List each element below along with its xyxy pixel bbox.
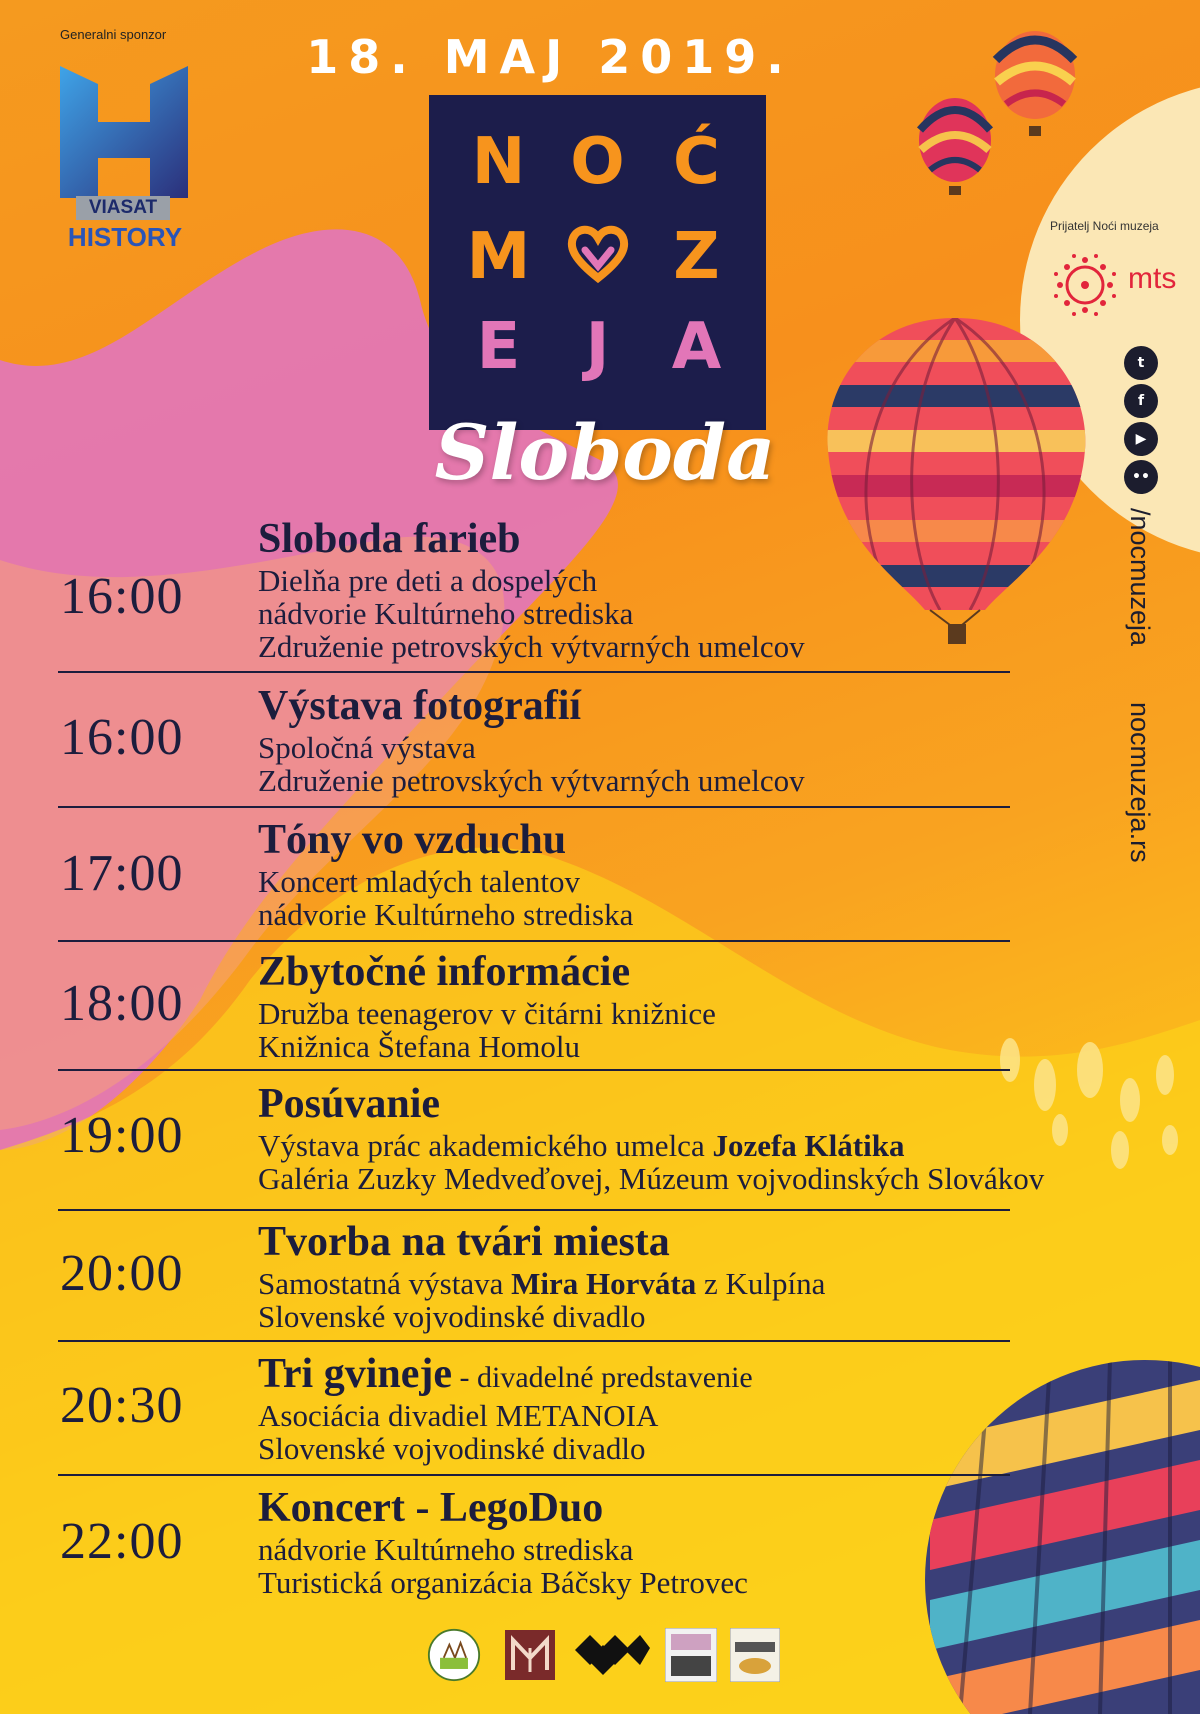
theatre-logo-icon	[570, 1628, 650, 1682]
youtube-icon[interactable]: ▶	[1124, 422, 1158, 456]
event-detail: Samostatná výstava Mira Horváta z Kulpína	[258, 1266, 826, 1301]
logo-letter: E	[476, 310, 521, 384]
event-detail: Slovenské vojvodinské divadlo	[258, 1431, 646, 1466]
event-time: 19:00	[60, 1107, 184, 1164]
event-detail: nádvorie Kultúrneho strediska	[258, 1532, 634, 1567]
flickr-icon[interactable]: ••	[1124, 460, 1158, 494]
logo-letter: Z	[673, 220, 720, 294]
event-title: Výstava fotografií	[258, 683, 582, 729]
website-link[interactable]: nocmuzeja.rs	[1125, 702, 1155, 863]
divider	[58, 1209, 1010, 1211]
organizer-logos	[425, 1628, 785, 1688]
logo-letter: N	[471, 125, 526, 199]
viasat-h-icon	[60, 66, 188, 198]
event-detail: Knižnica Štefana Homolu	[258, 1029, 580, 1064]
event-time: 16:00	[60, 568, 184, 625]
logo-letter: A	[671, 310, 722, 384]
facebook-icon[interactable]: f	[1124, 384, 1158, 418]
divider	[58, 1340, 1010, 1342]
event-time: 17:00	[60, 845, 184, 902]
logo-row-1	[429, 125, 766, 199]
social-handle[interactable]: /nocmuzeja	[1125, 508, 1155, 647]
event-detail: Koncert mladých talentov	[258, 864, 580, 899]
event-detail: Výstava prác akademického umelca Jozefa Klátika	[258, 1128, 905, 1163]
history-text: HISTORY	[67, 222, 183, 252]
artists-logo-icon	[730, 1628, 780, 1682]
event-date: 18. MAJ 2019.	[306, 30, 794, 84]
logo-letter: O	[570, 125, 625, 199]
event-title: Tóny vo vzduchu	[258, 817, 567, 863]
event-detail: Združenie petrovských výtvarných umelcov	[258, 763, 805, 798]
heart-icon	[558, 220, 638, 302]
sponsor-label: Generalni sponzor	[60, 27, 167, 42]
divider	[58, 940, 1010, 942]
event-title: Posúvanie	[258, 1081, 441, 1127]
event-detail: Galéria Zuzky Medveďovej, Múzeum vojvodinských Slovákov	[258, 1161, 1045, 1196]
museum-logo-icon	[505, 1628, 555, 1682]
logo-row-3	[429, 310, 766, 384]
divider	[58, 1069, 1010, 1071]
logo-letter: Ć	[673, 125, 720, 199]
event-title: Tvorba na tvári miesta	[258, 1219, 670, 1265]
event-detail: Dielňa pre deti a dospelých	[258, 563, 598, 598]
viasat-history-logo	[60, 66, 190, 252]
divider	[58, 671, 1010, 673]
balloon-small-1	[919, 98, 991, 195]
partner-label: Prijatelj Noći muzeja	[1050, 219, 1159, 233]
event-detail: Asociácia divadiel METANOIA	[258, 1398, 659, 1433]
divider	[58, 1474, 1010, 1476]
event-detail: Združenie petrovských výtvarných umelcov	[258, 629, 805, 664]
event-time: 22:00	[60, 1513, 184, 1570]
event-detail: nádvorie Kultúrneho strediska	[258, 596, 634, 631]
mts-brand: mts	[1128, 262, 1177, 295]
event-time: 20:00	[60, 1245, 184, 1302]
event-detail: Turistická organizácia Báčsky Petrovec	[258, 1565, 748, 1600]
event-title: Koncert - LegoDuo	[258, 1485, 604, 1531]
event-detail: Družba teenagerov v čitárni knižnice	[258, 996, 716, 1031]
logo-letter: J	[585, 310, 610, 384]
divider	[58, 806, 1010, 808]
logo-row-2	[429, 220, 766, 302]
logo-letter: M	[466, 220, 531, 294]
twitter-icon[interactable]: t	[1124, 346, 1158, 380]
event-title: Sloboda farieb	[258, 516, 521, 562]
event-detail: Spoločná výstava	[258, 730, 476, 765]
viasat-text: VIASAT	[76, 196, 170, 220]
event-detail: Slovenské vojvodinské divadlo	[258, 1299, 646, 1334]
event-time: 20:30	[60, 1377, 184, 1434]
noc-muzeja-logo	[429, 95, 766, 430]
event-title: Tri gvineje - divadelné predstavenie	[258, 1351, 753, 1397]
event-detail: nádvorie Kultúrneho strediska	[258, 897, 634, 932]
municipality-logo-icon	[425, 1628, 483, 1682]
library-logo-icon	[665, 1628, 717, 1682]
event-time: 16:00	[60, 709, 184, 766]
event-title: Zbytočné informácie	[258, 949, 631, 995]
event-time: 18:00	[60, 975, 184, 1032]
theme-subtitle: Sloboda	[434, 408, 776, 497]
